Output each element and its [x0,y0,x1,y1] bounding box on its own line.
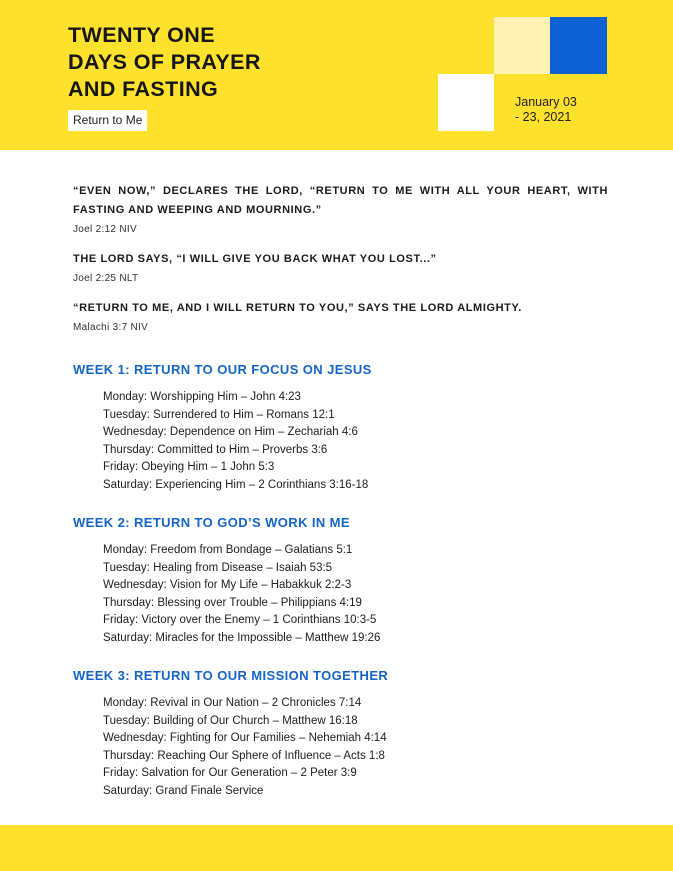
decor-square-white [438,74,494,131]
day-list [103,389,608,494]
quote-reference: Joel 2:25 NLT [73,273,139,284]
day-item: Thursday: Blessing over Trouble – Philippians 4:19 [103,596,362,609]
day-item: Saturday: Grand Finale Service [103,784,264,797]
title-line: TWENTY ONE [68,23,215,47]
scripture-quote [73,250,608,286]
day-item: Saturday: Experiencing Him – 2 Corinthians 3:16-18 [103,478,369,491]
title-line: AND FASTING [68,77,219,101]
page-title [68,22,261,103]
quote-text: “EVEN NOW,” DECLARES THE LORD, “RETURN TO ME WITH ALL YOUR HEART, WITH FASTING AND WEEPING AND MOURNING.” [73,185,608,216]
theme-badge: Return to Me [68,110,147,131]
week-title: WEEK 1: RETURN TO OUR FOCUS ON JESUS [73,362,372,377]
week-title: WEEK 3: RETURN TO OUR MISSION TOGETHER [73,668,389,683]
day-list [103,542,608,647]
day-item: Wednesday: Vision for My Life – Habakkuk 2:2-3 [103,579,352,591]
day-item: Friday: Salvation for Our Generation – 2 Peter 3:9 [103,767,357,779]
decor-square-blue [550,17,607,74]
week-section-3 [73,667,608,800]
day-item: Thursday: Reaching Our Sphere of Influence – Acts 1:8 [103,749,385,762]
scripture-quote [73,299,608,335]
day-item: Friday: Obeying Him – 1 John 5:3 [103,461,275,473]
quote-reference: Malachi 3:7 NIV [73,322,149,333]
date-line: - 23, 2021 [515,110,572,124]
date-range [515,95,615,125]
day-list [103,695,608,800]
day-item: Monday: Freedom from Bondage – Galatians 5:1 [103,544,353,556]
decor-square-cream [494,17,550,74]
scripture-quote [73,182,608,237]
day-item: Tuesday: Healing from Disease – Isaiah 53:5 [103,561,333,574]
day-item: Wednesday: Fighting for Our Families – Nehemiah 4:14 [103,732,387,744]
day-item: Monday: Worshipping Him – John 4:23 [103,391,301,403]
week-title: WEEK 2: RETURN TO GOD’S WORK IN ME [73,515,350,530]
day-item: Saturday: Miracles for the Impossible – Matthew 19:26 [103,631,381,644]
quote-reference: Joel 2:12 NIV [73,224,137,235]
day-item: Thursday: Committed to Him – Proverbs 3:6 [103,443,328,456]
main-content [73,182,608,820]
week-section-2 [73,514,608,647]
footer-band [0,825,673,871]
day-item: Monday: Revival in Our Nation – 2 Chronicles 7:14 [103,697,362,709]
title-line: DAYS OF PRAYER [68,50,261,74]
quote-text: THE LORD SAYS, “I WILL GIVE YOU BACK WHAT YOU LOST...” [73,253,437,265]
date-line: January 03 [515,95,577,109]
day-item: Wednesday: Dependence on Him – Zechariah 4:6 [103,426,358,438]
header-banner [0,0,673,150]
day-item: Friday: Victory over the Enemy – 1 Corinthians 10:3-5 [103,614,377,626]
day-item: Tuesday: Building of Our Church – Matthew 16:18 [103,714,358,727]
day-item: Tuesday: Surrendered to Him – Romans 12:1 [103,408,335,421]
week-section-1 [73,361,608,494]
quote-text: “RETURN TO ME, AND I WILL RETURN TO YOU,” SAYS THE LORD ALMIGHTY. [73,302,522,314]
